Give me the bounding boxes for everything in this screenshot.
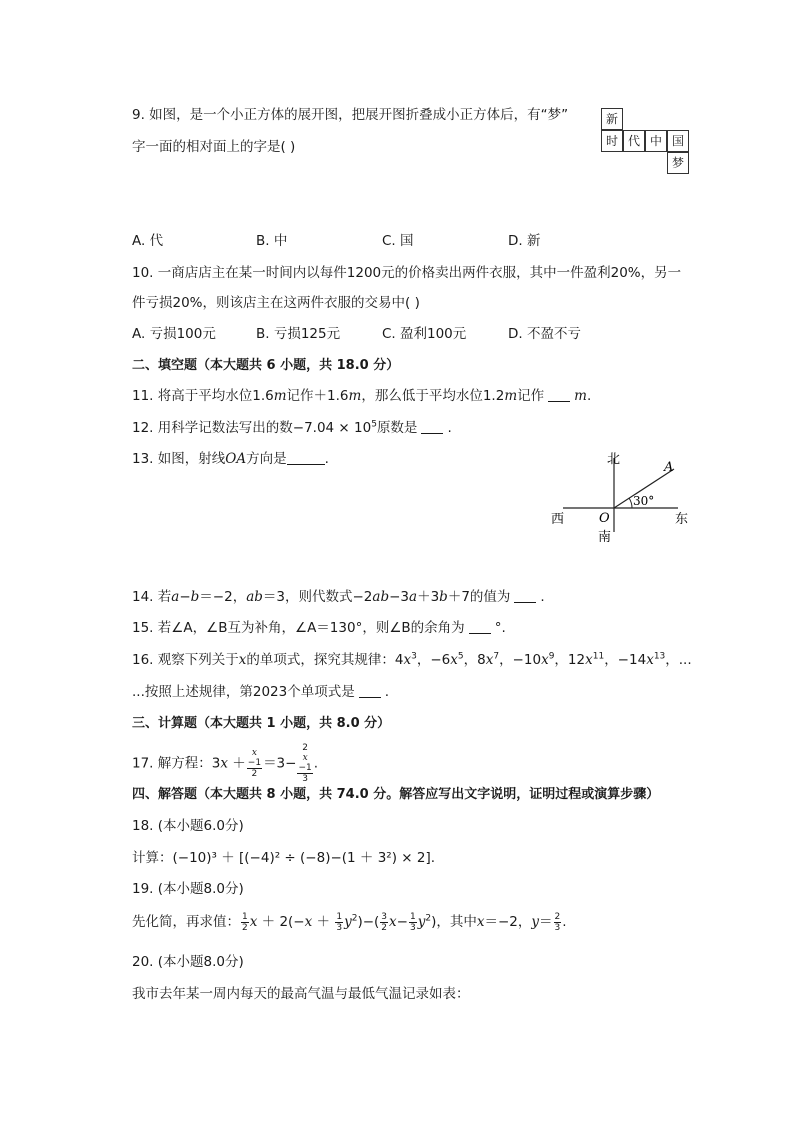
answer-blank[interactable] xyxy=(287,452,325,465)
q9-line1: 9. 如图，是一个小正方体的展开图，把展开图折叠成小正方体后，有“梦” xyxy=(132,107,569,123)
q16-line1: 16. 观察下列关于x的单项式，探究其规律：$4x^3$，$-6x^5$，$8x^7$，$-10x^9$，$12x^{11}$，$-14x^{13}$，... xyxy=(132,651,692,668)
q10-line1: 10. 一商店店主在某一时间内以每件1200元的价格卖出两件衣服，其中一件盈利20%，另一 xyxy=(132,265,682,281)
answer-blank[interactable] xyxy=(548,389,570,402)
south-label: 南 xyxy=(598,530,612,545)
west-label: 西 xyxy=(551,512,565,527)
q20-title: 20. (本小题8.0分) xyxy=(132,954,244,970)
net-cell: 新 xyxy=(601,108,623,130)
answer-blank[interactable] xyxy=(359,685,381,698)
q10-option-d: D. 不盈不亏 xyxy=(508,326,581,342)
q10-option-c: C. 盈利100元 xyxy=(382,326,467,342)
net-cell: 代 xyxy=(623,130,645,152)
q19-body: 先化简，再求值： $\frac{1}{2}$ x ＋ 2(−x ＋ $\frac{1}{3}$ $y^2)-$( $\frac{3}{2}$ x− $\frac{1}{3}$ $y^2$)，其中x＝−2，y＝ $\frac{2}{3}$ . xyxy=(132,911,567,933)
origin-label: O xyxy=(599,511,610,526)
q9-option-c: C. 国 xyxy=(382,233,414,249)
compass-figure xyxy=(548,446,698,546)
section-heading-answer: 四、解答题（本大题共 8 小题，共 74.0 分。解答应写出文字说明，证明过程或演算步骤） xyxy=(132,787,660,802)
angle-label: 30° xyxy=(633,494,655,508)
q11: 11. 将高于平均水位1.6m记作＋1.6m，那么低于平均水位1.2m记作 m. xyxy=(132,388,592,404)
q9-option-b: B. 中 xyxy=(256,233,288,249)
q15: 15. 若∠A，∠B互为补角，∠A＝130°，则∠B的余角为 °. xyxy=(132,620,506,636)
q16-line2: ...按照上述规律，第2023个单项式是 . xyxy=(132,684,390,700)
q18-title: 18. (本小题6.0分) xyxy=(132,818,244,834)
q9-line2: 字一面的相对面上的字是( ) xyxy=(132,139,296,155)
q9-option-d: D. 新 xyxy=(508,233,541,249)
net-cell: 时 xyxy=(601,130,623,152)
north-label: 北 xyxy=(607,452,621,467)
q10-option-a: A. 亏损100元 xyxy=(132,326,216,342)
section-heading-fill-in: 二、填空题（本大题共 6 小题，共 18.0 分） xyxy=(132,358,400,373)
q13: 13. 如图，射线OA方向是 . xyxy=(132,451,329,467)
east-label: 东 xyxy=(675,512,689,527)
net-cell: 中 xyxy=(645,130,667,152)
ray-point-label: A xyxy=(664,460,674,475)
q12: 12. 用科学记数法写出的数$-7.04 \times 10^5$原数是 . xyxy=(132,419,452,436)
q10-line2: 件亏损20%，则该店主在这两件衣服的交易中( ) xyxy=(132,295,420,311)
net-cell: 梦 xyxy=(667,152,689,174)
answer-blank[interactable] xyxy=(421,421,443,434)
section-heading-calculation: 三、计算题（本大题共 1 小题，共 8.0 分） xyxy=(132,716,391,731)
q20-body: 我市去年某一周内每天的最高气温与最低气温记录如表： xyxy=(132,986,470,1002)
answer-blank[interactable] xyxy=(514,590,536,603)
answer-blank[interactable] xyxy=(469,621,491,634)
net-cell: 国 xyxy=(667,130,689,152)
q14: 14. 若a−b＝−2，ab＝3，则代数式−2ab−3a＋3b＋7的值为 . xyxy=(132,589,545,605)
q19-title: 19. (本小题8.0分) xyxy=(132,881,244,897)
q18-body: 计算：(−10)³ ＋ [(−4)² ÷ (−8)−(1 ＋ 3²) × 2]. xyxy=(132,850,436,866)
q10-option-b: B. 亏损125元 xyxy=(256,326,341,342)
q9-option-a: A. 代 xyxy=(132,233,164,249)
q17: 17. 解方程：3x ＋ x −1 2 ＝3− 2 x −1 3 . xyxy=(132,743,319,784)
